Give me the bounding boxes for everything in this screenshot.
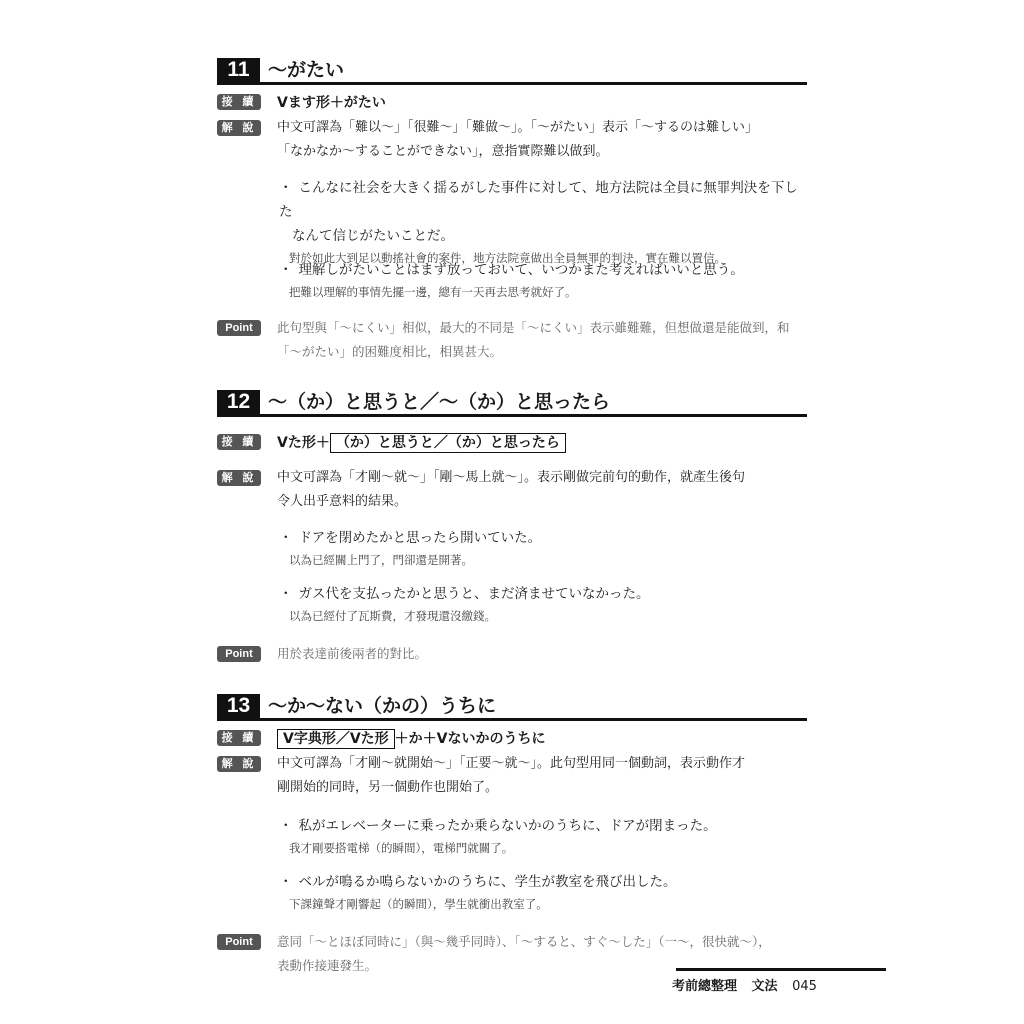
page-footer [672, 975, 817, 994]
connect-prefix: Vた形＋ [277, 435, 330, 451]
example-zh: 以為已經關上門了，門卻還是開著。 [289, 553, 473, 567]
example-jp: 私がエレベーターに乗ったか乗らないかのうちに、ドアが閉まった。 [298, 818, 717, 834]
example-1: ・ こんなに社会を大きく揺るがした事件に対して、地方法院は全員に無罪判決を下した なんて信じがたいことだ。 對於如此大到足以動搖社會的案件，地方法院竟做出全員無罪的判決，實在難以置信。 [279, 176, 809, 268]
section-header [217, 694, 807, 721]
point-tag: Point [217, 320, 261, 336]
example-jp: ベルが鳴るか鳴らないかのうちに、学生が教室を飛び出した。 [298, 874, 677, 890]
example-2: ・ ガス代を支払ったかと思うと、まだ済ませていなかった。 以為已經付了瓦斯費，才發現還沒繳錢。 [279, 582, 809, 626]
example-jp: こんなに社会を大きく揺るがした事件に対して、地方法院は全員に無罪判決を下した [279, 180, 798, 220]
point-tag: Point [217, 646, 261, 662]
section-number: 13 [217, 694, 260, 718]
example-jp: ドアを閉めたかと思ったら開いていた。 [298, 530, 542, 546]
footer-subject: 文法 [751, 979, 778, 994]
point-row [217, 316, 807, 364]
section-title: ～（か）と思うと／～（か）と思ったら [268, 391, 611, 413]
explain-tag: 解 說 [217, 120, 261, 136]
page-number: 045 [792, 979, 817, 994]
connect-box: （か）と思うと／（か）と思ったら [330, 433, 566, 453]
section-title: ～か～ない（かの）うちに [268, 695, 497, 717]
example-zh: 把難以理解的事情先擺一邊，總有一天再去思考就好了。 [289, 285, 577, 299]
example-zh: 對於如此大到足以動搖社會的案件，地方法院竟做出全員無罪的判決，實在難以置信。 [289, 251, 726, 265]
point-line: 意同「～とほぼ同時に」（與～幾乎同時）、「～すると、すぐ～した」（一～，很快就～）， [277, 934, 771, 949]
point-tag: Point [217, 934, 261, 950]
connect-row [217, 94, 386, 112]
section-title: ～がたい [268, 59, 345, 81]
point-line: 此句型與「～にくい」相似，最大的不同是「～にくい」表示雖難難，但想做還是能做到，和 [277, 320, 790, 335]
section-13 [217, 694, 807, 973]
connect-box: V字典形／Vた形 [277, 729, 395, 749]
explain-line: 中文可譯為「才剛～就～」「剛～馬上就～」。表示剛做完前句的動作，就產生後句 [277, 470, 746, 485]
example-jp: 理解しがたいことはまず放っておいて、いつかまた考えればいいと思う。 [298, 262, 744, 278]
explain-row [217, 466, 807, 514]
point-line: 表動作接連發生。 [277, 958, 378, 973]
example-jp: なんて信じがたいことだ。 [292, 228, 454, 244]
connect-tag: 接 續 [217, 94, 261, 110]
point-line: 「～がたい」的困難度相比，相異甚大。 [277, 344, 503, 359]
point-line: 用於表達前後兩者的對比。 [277, 646, 428, 661]
connect-tag: 接 續 [217, 730, 261, 746]
explain-line: 中文可譯為「難以～」「很難～」「難做～」。「～がたい」表示「～するのは難しい」 [277, 120, 759, 135]
section-11 [217, 58, 807, 359]
connect-text: Vます形＋がたい [277, 95, 386, 111]
explain-line: 剛開始的同時，另一個動作也開始了。 [277, 780, 499, 795]
example-1: ・ 私がエレベーターに乗ったか乗らないかのうちに、ドアが閉まった。 我才剛要搭電梯（的瞬間），電梯門就關了。 [279, 814, 809, 858]
point-row [217, 642, 807, 666]
section-header [217, 58, 807, 85]
explain-line: 「なかなか～することができない」，意指實際難以做到。 [277, 144, 609, 159]
explain-tag: 解 說 [217, 756, 261, 772]
example-zh: 以為已經付了瓦斯費，才發現還沒繳錢。 [289, 609, 496, 623]
section-header [217, 390, 807, 417]
connect-row [217, 730, 546, 748]
explain-line: 令人出乎意料的結果。 [277, 494, 408, 509]
connect-suffix: ＋か＋Vないかのうちに [394, 731, 546, 747]
example-zh: 下課鐘聲才剛響起（的瞬間），學生就衝出教室了。 [289, 897, 548, 911]
explain-row [217, 116, 807, 164]
section-12 [217, 390, 807, 661]
section-number: 11 [217, 58, 260, 82]
explain-line: 中文可譯為「才剛～就開始～」「正要～就～」。此句型用同一個動詞，表示動作才 [277, 756, 746, 771]
footer-rule [676, 968, 886, 971]
example-1: ・ ドアを閉めたかと思ったら開いていた。 以為已經關上門了，門卻還是開著。 [279, 526, 809, 570]
explain-row [217, 752, 807, 800]
example-zh: 我才剛要搭電梯（的瞬間），電梯門就關了。 [289, 841, 514, 855]
example-2: ・ ベルが鳴るか鳴らないかのうちに、学生が教室を飛び出した。 下課鐘聲才剛響起（的瞬間），學生就衝出教室了。 [279, 870, 809, 914]
section-number: 12 [217, 390, 260, 414]
connect-tag: 接 續 [217, 434, 261, 450]
example-2: ・ 理解しがたいことはまず放っておいて、いつかまた考えればいいと思う。 把難以理解的事情先擺一邊，總有一天再去思考就好了。 [279, 258, 809, 302]
explain-tag: 解 說 [217, 470, 261, 486]
footer-section: 考前總整理 [672, 979, 738, 994]
example-jp: ガス代を支払ったかと思うと、まだ済ませていなかった。 [298, 586, 650, 602]
connect-row [217, 430, 566, 456]
